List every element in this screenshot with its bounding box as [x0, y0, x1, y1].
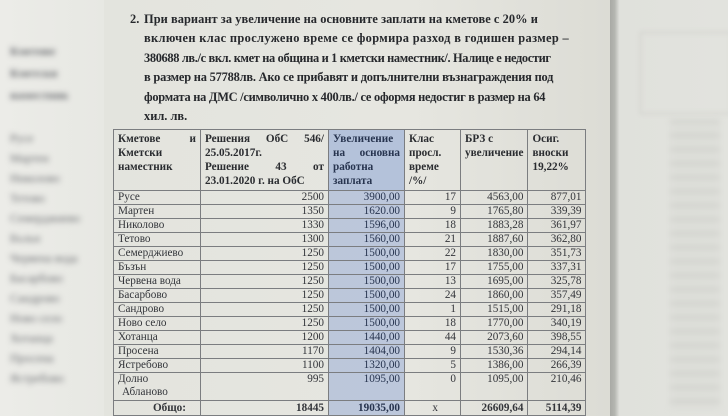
- cell-insurance: 877,01: [528, 191, 586, 205]
- cell-increased: 1500,00: [329, 261, 405, 275]
- cell-increased: 1560,00: [329, 233, 405, 247]
- cell-insurance: 291,18: [528, 303, 586, 317]
- cell-brz: 1883,28: [461, 219, 528, 233]
- cell-name: Сандрово: [114, 303, 201, 317]
- cell-name: Червена вода: [114, 275, 201, 289]
- cell-salary: 1330: [201, 219, 329, 233]
- cell-class: 13: [405, 275, 461, 289]
- salary-table: [113, 129, 586, 416]
- cell-class: 0: [405, 373, 461, 401]
- cell-name: Басарбово: [114, 289, 201, 303]
- paragraph-line-4: в размер на 57788лв. Ако се прибавят и допълнителни възнаграждения под: [144, 70, 554, 85]
- cell-increased: 3900,00: [329, 191, 405, 205]
- cell-brz: 2073,60: [461, 331, 528, 345]
- cell-name: Николово: [114, 219, 201, 233]
- cell-brz: 1765,80: [461, 205, 528, 219]
- cell-brz: 1887,60: [461, 233, 528, 247]
- cell-name: Ново село: [114, 317, 201, 331]
- cell-increased: 1440,00: [329, 331, 405, 345]
- cell-class: 18: [405, 219, 461, 233]
- paragraph-line-3: 380688 лв./с вкл. кмет на община и 1 кметски наместник/. Налице е недостиг: [144, 50, 551, 65]
- table-row: [114, 289, 586, 303]
- cell-brz: 4563,00: [461, 191, 528, 205]
- cell-increased: 1320,00: [329, 359, 405, 373]
- cell-class: 21: [405, 233, 461, 247]
- header-salary-increase: Увеличение на основна работна заплата: [329, 130, 405, 191]
- paragraph-line-1: При вариант за увеличение на основните заплати на кметове с 20% и: [144, 12, 538, 26]
- table-row: [114, 373, 586, 401]
- cell-increased: 1500,00: [329, 289, 405, 303]
- cell-salary: 1250: [201, 289, 329, 303]
- table-row: [114, 331, 586, 345]
- cell-salary: 2500: [201, 191, 329, 205]
- cell-salary: 1250: [201, 275, 329, 289]
- table-row: [114, 247, 586, 261]
- cell-name: Долно Абланово: [114, 373, 201, 401]
- header-brz-increase: БРЗ с увеличение: [461, 130, 528, 191]
- cell-salary: 1200: [201, 331, 329, 345]
- total-salary: 18445: [201, 401, 329, 416]
- cell-increased: 1095,00: [329, 373, 405, 401]
- table-total-row: [114, 401, 586, 416]
- table-row: [114, 205, 586, 219]
- table-row: [114, 359, 586, 373]
- cell-salary: 1250: [201, 261, 329, 275]
- cell-increased: 1596,00: [329, 219, 405, 233]
- cell-class: 44: [405, 331, 461, 345]
- cell-insurance: 351,73: [528, 247, 586, 261]
- cell-insurance: 340,19: [528, 317, 586, 331]
- cell-increased: 1500,00: [329, 247, 405, 261]
- cell-salary: 1170: [201, 345, 329, 359]
- document-page: [104, 0, 610, 416]
- table-header-row: [114, 130, 586, 191]
- cell-class: 9: [405, 205, 461, 219]
- cell-name: Семерджиево: [114, 247, 201, 261]
- table-row: [114, 345, 586, 359]
- cell-insurance: 361,97: [528, 219, 586, 233]
- blurred-background-right: [610, 0, 728, 416]
- cell-brz: 1515,00: [461, 303, 528, 317]
- table-row: [114, 233, 586, 247]
- cell-salary: 1250: [201, 247, 329, 261]
- cell-class: 22: [405, 247, 461, 261]
- paragraph-line-6: хил. лв.: [144, 109, 188, 124]
- cell-name: Мартен: [114, 205, 201, 219]
- blurred-table-ghost: Кметове Кметски наместник Русе Мартен Николово Тетово Семерджиево Бъзън Червена вода Басарбово Сандрово Ново село Хотанца Просена Ястребово: [10, 44, 80, 385]
- table-row: [114, 317, 586, 331]
- cell-insurance: 339,39: [528, 205, 586, 219]
- cell-brz: 1770,00: [461, 317, 528, 331]
- blurred-column-ghost: [670, 120, 720, 410]
- cell-insurance: 398,55: [528, 331, 586, 345]
- cell-increased: 1620.00: [329, 205, 405, 219]
- cell-class: 18: [405, 317, 461, 331]
- cell-insurance: 325,78: [528, 275, 586, 289]
- cell-salary: 1300: [201, 233, 329, 247]
- cell-insurance: 362,80: [528, 233, 586, 247]
- blurred-background-left: [0, 0, 104, 416]
- cell-name: Ястребово: [114, 359, 201, 373]
- cell-salary: 995: [201, 373, 329, 401]
- table-row: [114, 261, 586, 275]
- table-row: [114, 303, 586, 317]
- cell-class: 1: [405, 303, 461, 317]
- cell-class: 5: [405, 359, 461, 373]
- cell-name: Просена: [114, 345, 201, 359]
- cell-insurance: 210,46: [528, 373, 586, 401]
- cell-salary: 1250: [201, 303, 329, 317]
- cell-class: 9: [405, 345, 461, 359]
- cell-brz: 1695,00: [461, 275, 528, 289]
- cell-increased: 1500,00: [329, 317, 405, 331]
- cell-brz: 1530,36: [461, 345, 528, 359]
- cell-class: 24: [405, 289, 461, 303]
- cell-increased: 1500,00: [329, 275, 405, 289]
- header-insurance: Осиг. вноски 19,22%: [528, 130, 586, 191]
- cell-brz: 1755,00: [461, 261, 528, 275]
- total-label: Общо:: [114, 401, 201, 416]
- cell-increased: 1500,00: [329, 303, 405, 317]
- total-insurance: 5114,39: [528, 401, 586, 416]
- cell-name: Тетово: [114, 233, 201, 247]
- blurred-header-ghost: [640, 32, 728, 114]
- paragraph-line-2: включен клас прослужено време се формира разход в годишен размер –: [144, 31, 570, 46]
- cell-salary: 1100: [201, 359, 329, 373]
- total-increased: 19035,00: [329, 401, 405, 416]
- cell-insurance: 337,31: [528, 261, 586, 275]
- item-number: 2.: [130, 12, 140, 26]
- cell-increased: 1404,00: [329, 345, 405, 359]
- paragraph-line-5: формата на ДМС /символично х 400лв./ се оформя недостиг в размер на 64: [144, 89, 546, 104]
- cell-salary: 1350: [201, 205, 329, 219]
- header-mayors: Кметове и Кметски наместник: [114, 130, 201, 191]
- table-row: [114, 275, 586, 289]
- cell-insurance: 266,39: [528, 359, 586, 373]
- cell-brz: 1830,00: [461, 247, 528, 261]
- table-row: [114, 191, 586, 205]
- table-row: [114, 219, 586, 233]
- cell-name: Хотанца: [114, 331, 201, 345]
- cell-class: 17: [405, 191, 461, 205]
- cell-name: Бъзън: [114, 261, 201, 275]
- header-seniority-class: Клас просл. време /%/: [405, 130, 461, 191]
- cell-brz: 1860,00: [461, 289, 528, 303]
- header-council-decisions: Решения ОбС 546/ 25.05.2017г. Решение 43 от 23.01.2020 г. на ОбС: [201, 130, 329, 191]
- cell-class: 17: [405, 261, 461, 275]
- cell-brz: 1386,00: [461, 359, 528, 373]
- cell-salary: 1250: [201, 317, 329, 331]
- total-class: x: [405, 401, 461, 416]
- cell-name: Русе: [114, 191, 201, 205]
- cell-brz: 1095,00: [461, 373, 528, 401]
- total-brz: 26609,64: [461, 401, 528, 416]
- cell-insurance: 357,49: [528, 289, 586, 303]
- paragraph: [130, 10, 584, 126]
- cell-insurance: 294,14: [528, 345, 586, 359]
